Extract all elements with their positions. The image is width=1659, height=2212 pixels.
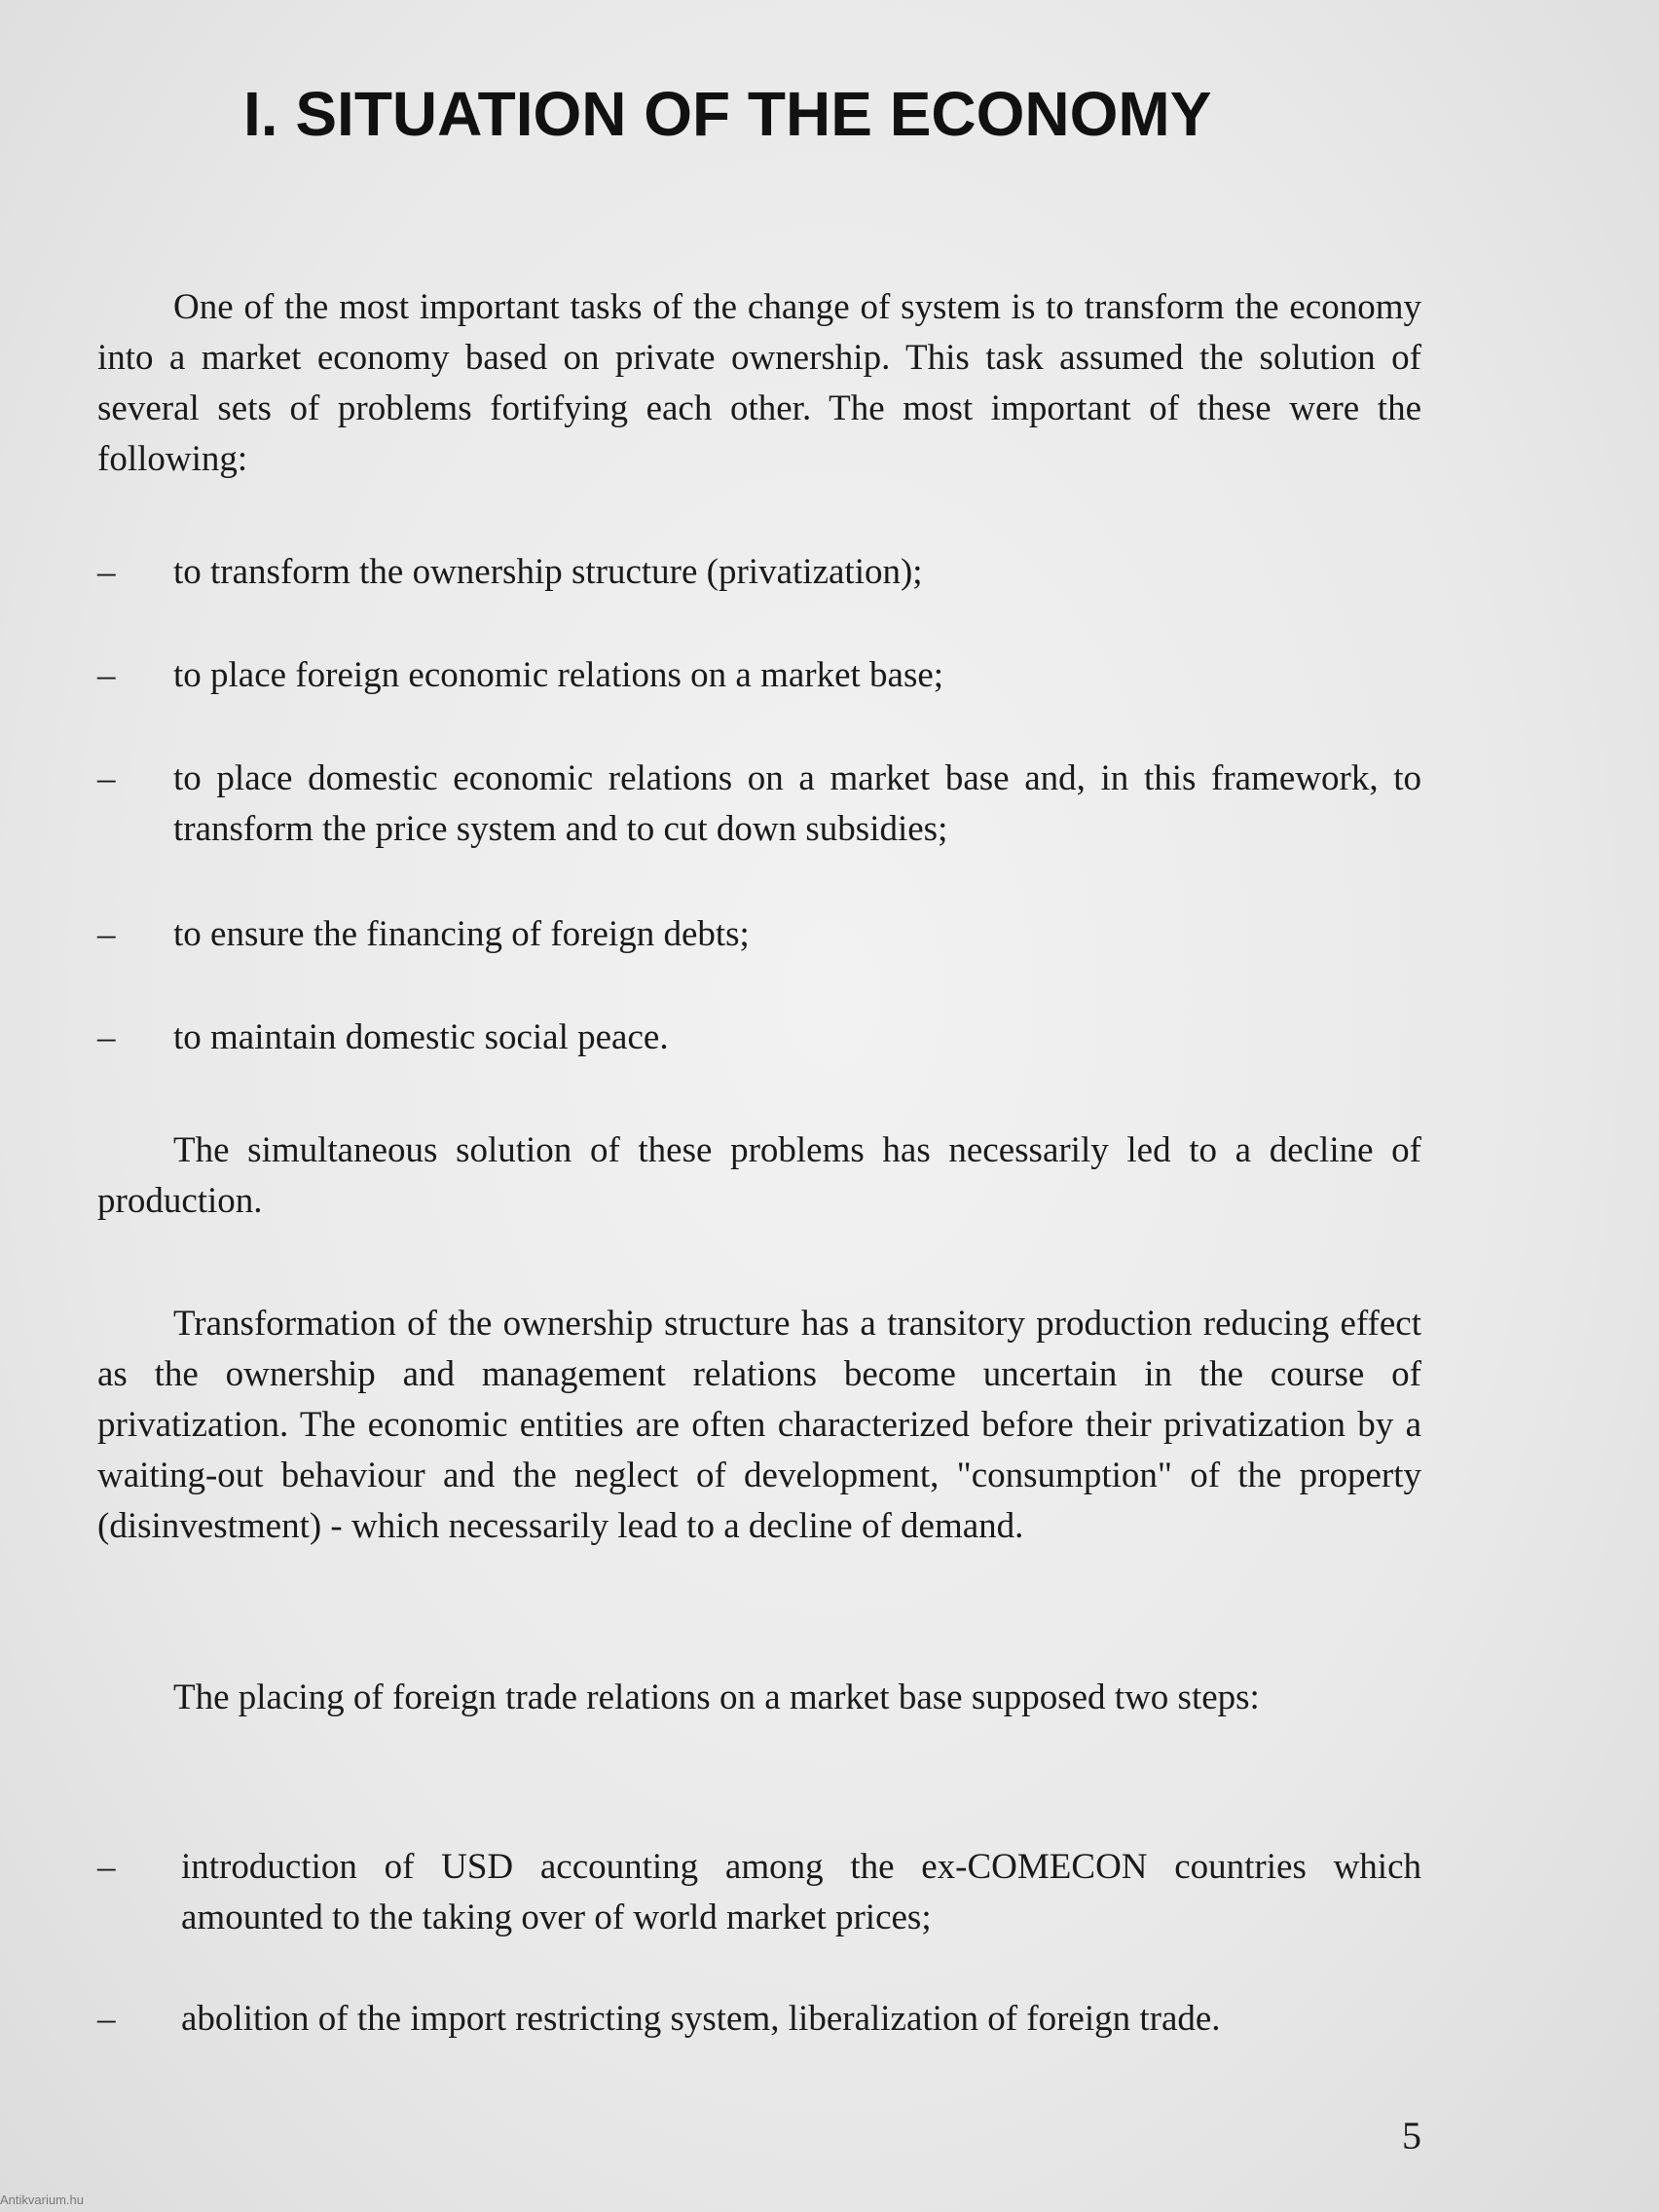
bullet-dash: – — [97, 758, 116, 798]
list-item — [97, 650, 1421, 701]
paragraph-intro — [97, 282, 1421, 485]
list-item — [97, 1013, 1421, 1063]
list-item — [97, 909, 1421, 960]
bullet-dash: – — [97, 914, 116, 954]
list-item-text: to maintain domestic social peace. — [173, 1017, 669, 1057]
bullet-dash: – — [97, 1999, 116, 2039]
bullet-dash: – — [97, 1847, 116, 1887]
paragraph-intro-text: One of the most important tasks of the change of system is to transform the economy into a market economy based on private ownership. This task assumed the solution of several sets of problems fortifying each other. The most important of these were the following: — [97, 287, 1421, 479]
paragraph-decline — [97, 1125, 1421, 1227]
chapter-heading: I. SITUATION OF THE ECONOMY — [243, 79, 1212, 149]
list-item-text: to place domestic economic relations on a market base and, in this framework, to transform the price system and to cut down subsidies; — [173, 758, 1421, 849]
bullet-dash: – — [97, 552, 116, 592]
list-item-text: to transform the ownership structure (privatization); — [173, 552, 923, 592]
list-item-text: to place foreign economic relations on a market base; — [173, 655, 944, 695]
list-item — [97, 547, 1421, 598]
paragraph-foreign-trade — [97, 1673, 1421, 1723]
paragraph-decline-text: The simultaneous solution of these problems has necessarily led to a decline of production. — [97, 1130, 1421, 1221]
list-item — [97, 1842, 1421, 1943]
bullet-dash: – — [97, 1017, 116, 1057]
list-item-text: to ensure the financing of foreign debts; — [173, 914, 750, 954]
page-number: 5 — [1402, 2114, 1421, 2157]
bullet-dash: – — [97, 655, 116, 695]
list-item — [97, 754, 1421, 855]
paragraph-ownership — [97, 1299, 1421, 1552]
paragraph-ownership-text: Transformation of the ownership structure has a transitory production reducing effect as the ownership and management relations become uncertain in the course of privatization. The economic entities are often characterized before their privatization by a waiting-out behaviour and the neglect of development, "consumption" of the property (disinvestment) - which necessarily lead to a decline of demand. — [97, 1304, 1421, 1546]
list-item-text: abolition of the import restricting system, liberalization of foreign trade. — [181, 1999, 1221, 2039]
watermark: Antikvarium.hu — [0, 2193, 84, 2207]
list-item — [97, 1994, 1421, 2045]
list-item-text: introduction of USD accounting among the ex-COMECON countries which amounted to the taking over of world market prices; — [181, 1847, 1421, 1937]
paragraph-foreign-trade-text: The placing of foreign trade relations on a market base supposed two steps: — [173, 1677, 1260, 1717]
